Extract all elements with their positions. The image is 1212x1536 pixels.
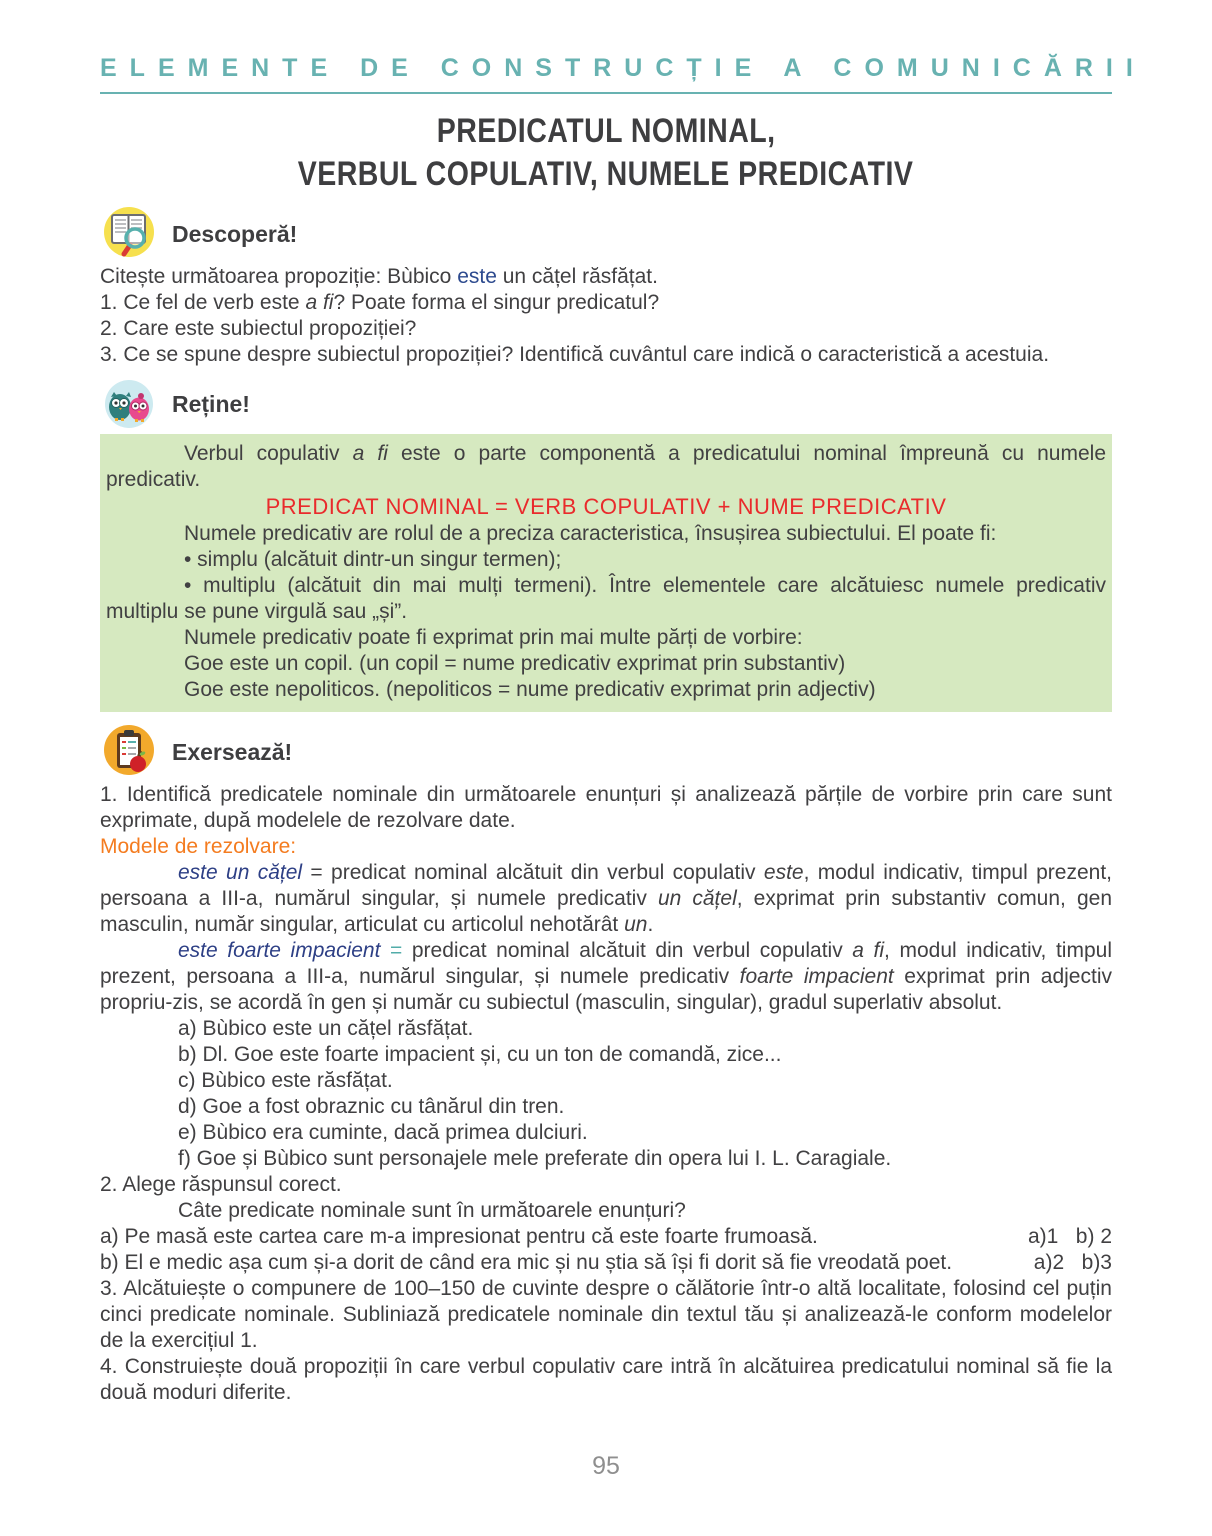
choice-row-text: a) Pe masă este cartea care m-a impresionat pentru că este foarte frumoasă. — [100, 1225, 818, 1248]
remember-paragraph-1 — [106, 441, 1106, 493]
model-1-i2: un cățel — [657, 887, 737, 910]
q1-post: ? Poate forma el singur predicatul? — [333, 291, 660, 314]
models-label: Modele de rezolvare: — [100, 835, 297, 858]
remember-example-2: Goe este nepoliticos. (nepoliticos = nume predicativ exprimat prin adjectiv) — [184, 678, 876, 701]
model-2-s1: predicat nominal alcătuit din verbul copulativ — [411, 939, 853, 962]
discover-question-3: 3. Ce se spune despre subiectul propoziției? Identifică cuvântul care indică o caracteristică a acestuia. — [100, 343, 1050, 366]
page-title-line2: VERBUL COPULATIV, NUMELE PREDICATIV — [298, 154, 914, 193]
model-2-i2: foarte impacient — [739, 965, 894, 988]
model-2-i1: a fi — [852, 939, 885, 962]
model-1-i3: un — [624, 913, 648, 936]
p1-post: este o parte componentă a predicatului nominal împreună cu numele predicativ. — [106, 442, 1106, 491]
list-item: a) Bùbico este un cățel răsfățat. — [178, 1017, 474, 1040]
discover-intro — [100, 264, 1112, 290]
practice-section-heading — [100, 722, 1112, 782]
model-2-term: este foarte impacient — [178, 939, 381, 962]
choice-row-answers: a)1 b) 2 — [1027, 1225, 1112, 1248]
remember-box — [100, 434, 1112, 712]
model-2-s3: exprimat prin adjectiv propriu-zis, se acordă în gen și număr cu subiectul (masculin, singular), gradul superlativ absolut. — [100, 965, 1112, 1014]
remember-example-1: Goe este un copil. (un copil = nume predicativ exprimat prin substantiv) — [184, 652, 846, 675]
choice-row — [100, 1250, 1112, 1276]
intro-post: un cățel răsfățat. — [496, 265, 658, 288]
practice-heading-label: Exersează! — [172, 738, 293, 765]
model-1-s4: . — [647, 913, 654, 936]
list-item: d) Goe a fost obraznic cu tânărul din tren. — [178, 1095, 565, 1118]
practice-task-2-question: Câte predicate nominale sunt în următoarele enunțuri? — [178, 1199, 686, 1222]
predicate-formula: PREDICAT NOMINAL = VERB COPULATIV + NUME PREDICATIV — [265, 494, 947, 519]
list-item: f) Goe și Bùbico sunt personajele mele preferate din opera lui I. L. Caragiale. — [178, 1147, 892, 1170]
remember-heading-label: Reține! — [172, 390, 250, 417]
model-1-s3: , exprimat prin substantiv comun, gen masculin, număr singular, articulat cu articolul nehotărât — [100, 887, 1112, 936]
remember-paragraph-2: Numele predicativ are rolul de a preciza caracteristica, însușirea subiectului. El poate fi: — [184, 522, 997, 545]
practice-task-3: 3. Alcătuiește o compunere de 100–150 de cuvinte despre o călătorie într-o altă localitate, folosind cel puțin cinci predicate nominale. Subliniază predicatele nominale din textul tău și analizează-le conform modelelor de la exercițiul 1. — [100, 1277, 1112, 1352]
practice-task-4: 4. Construiește două propoziții în care verbul copulativ care intră în alcătuirea predicatului nominal să fie la două moduri diferite. — [100, 1355, 1112, 1404]
p1-pre: Verbul copulativ — [184, 442, 353, 465]
owls-icon — [100, 373, 158, 436]
model-1-equals: = — [302, 861, 332, 884]
model-1-s1: predicat nominal alcătuit din verbul copulativ — [331, 861, 764, 884]
discover-section-heading — [100, 204, 1112, 264]
page-content — [100, 0, 1146, 1406]
page-title — [100, 112, 1112, 198]
practice-task-2: 2. Alege răspunsul corect. — [100, 1173, 342, 1196]
list-item: e) Bùbico era cuminte, dacă primea dulciuri. — [178, 1121, 588, 1144]
remember-bullet-1: • simplu (alcătuit dintr-un singur termen); — [184, 548, 562, 571]
model-2-s2: , modul indicativ, timpul prezent, persoana a III-a, numărul singular, și numele predicativ — [100, 939, 1112, 988]
discover-question-1 — [100, 290, 1112, 316]
remember-section-heading — [100, 374, 1112, 434]
q1-pre: 1. Ce fel de verb este — [100, 291, 306, 314]
intro-pre: Citește următoarea propoziție: Bùbico — [100, 265, 458, 288]
intro-highlight: este — [457, 265, 497, 288]
remember-bullet-2: • multiplu (alcătuit din mai mulți termeni). Între elementele care alcătuiesc numele predicativ multiplu se pune virgulă sau „și”. — [106, 574, 1106, 623]
practice-task-1: 1. Identifică predicatele nominale din următoarele enunțuri și analizează părțile de vorbire prin care sunt exprimate, după modelele de rezolvare date. — [100, 783, 1112, 832]
choice-row-answers: a)2 b)3 — [1033, 1251, 1112, 1274]
choice-row-text: b) El e medic așa cum și-a dorit de când era mic și nu știa să își fi dorit să fie vreodată poet. — [100, 1251, 953, 1274]
discover-question-2: 2. Care este subiectul propoziției? — [100, 317, 417, 340]
p1-italic: a fi — [352, 442, 388, 465]
model-1 — [100, 860, 1112, 938]
list-item: b) Dl. Goe este foarte impacient și, cu un ton de comandă, zice... — [178, 1043, 782, 1066]
chapter-header: ELEMENTE DE CONSTRUCȚIE A COMUNICĂRII — [100, 54, 1146, 82]
clipboard-apple-icon — [100, 721, 158, 784]
model-1-i1: este — [763, 861, 804, 884]
list-item: c) Bùbico este răsfățat. — [178, 1069, 393, 1092]
book-magnifier-icon — [100, 203, 158, 266]
header-rule — [100, 92, 1112, 94]
remember-paragraph-3: Numele predicativ poate fi exprimat prin mai multe părți de vorbire: — [184, 626, 803, 649]
discover-heading-label: Descoperă! — [172, 220, 298, 247]
model-1-term: este un cățel — [178, 861, 303, 884]
page-title-line1: PREDICATUL NOMINAL, — [436, 111, 776, 150]
model-1-s2: , modul indicativ, timpul prezent, persoana a III-a, numărul singular, și numele predicativ — [100, 861, 1112, 910]
choice-row — [100, 1224, 1112, 1250]
model-2 — [100, 938, 1112, 1016]
page-number: 95 — [592, 1452, 620, 1480]
q1-italic: a fi — [305, 291, 334, 314]
model-2-equals: = — [380, 939, 412, 962]
